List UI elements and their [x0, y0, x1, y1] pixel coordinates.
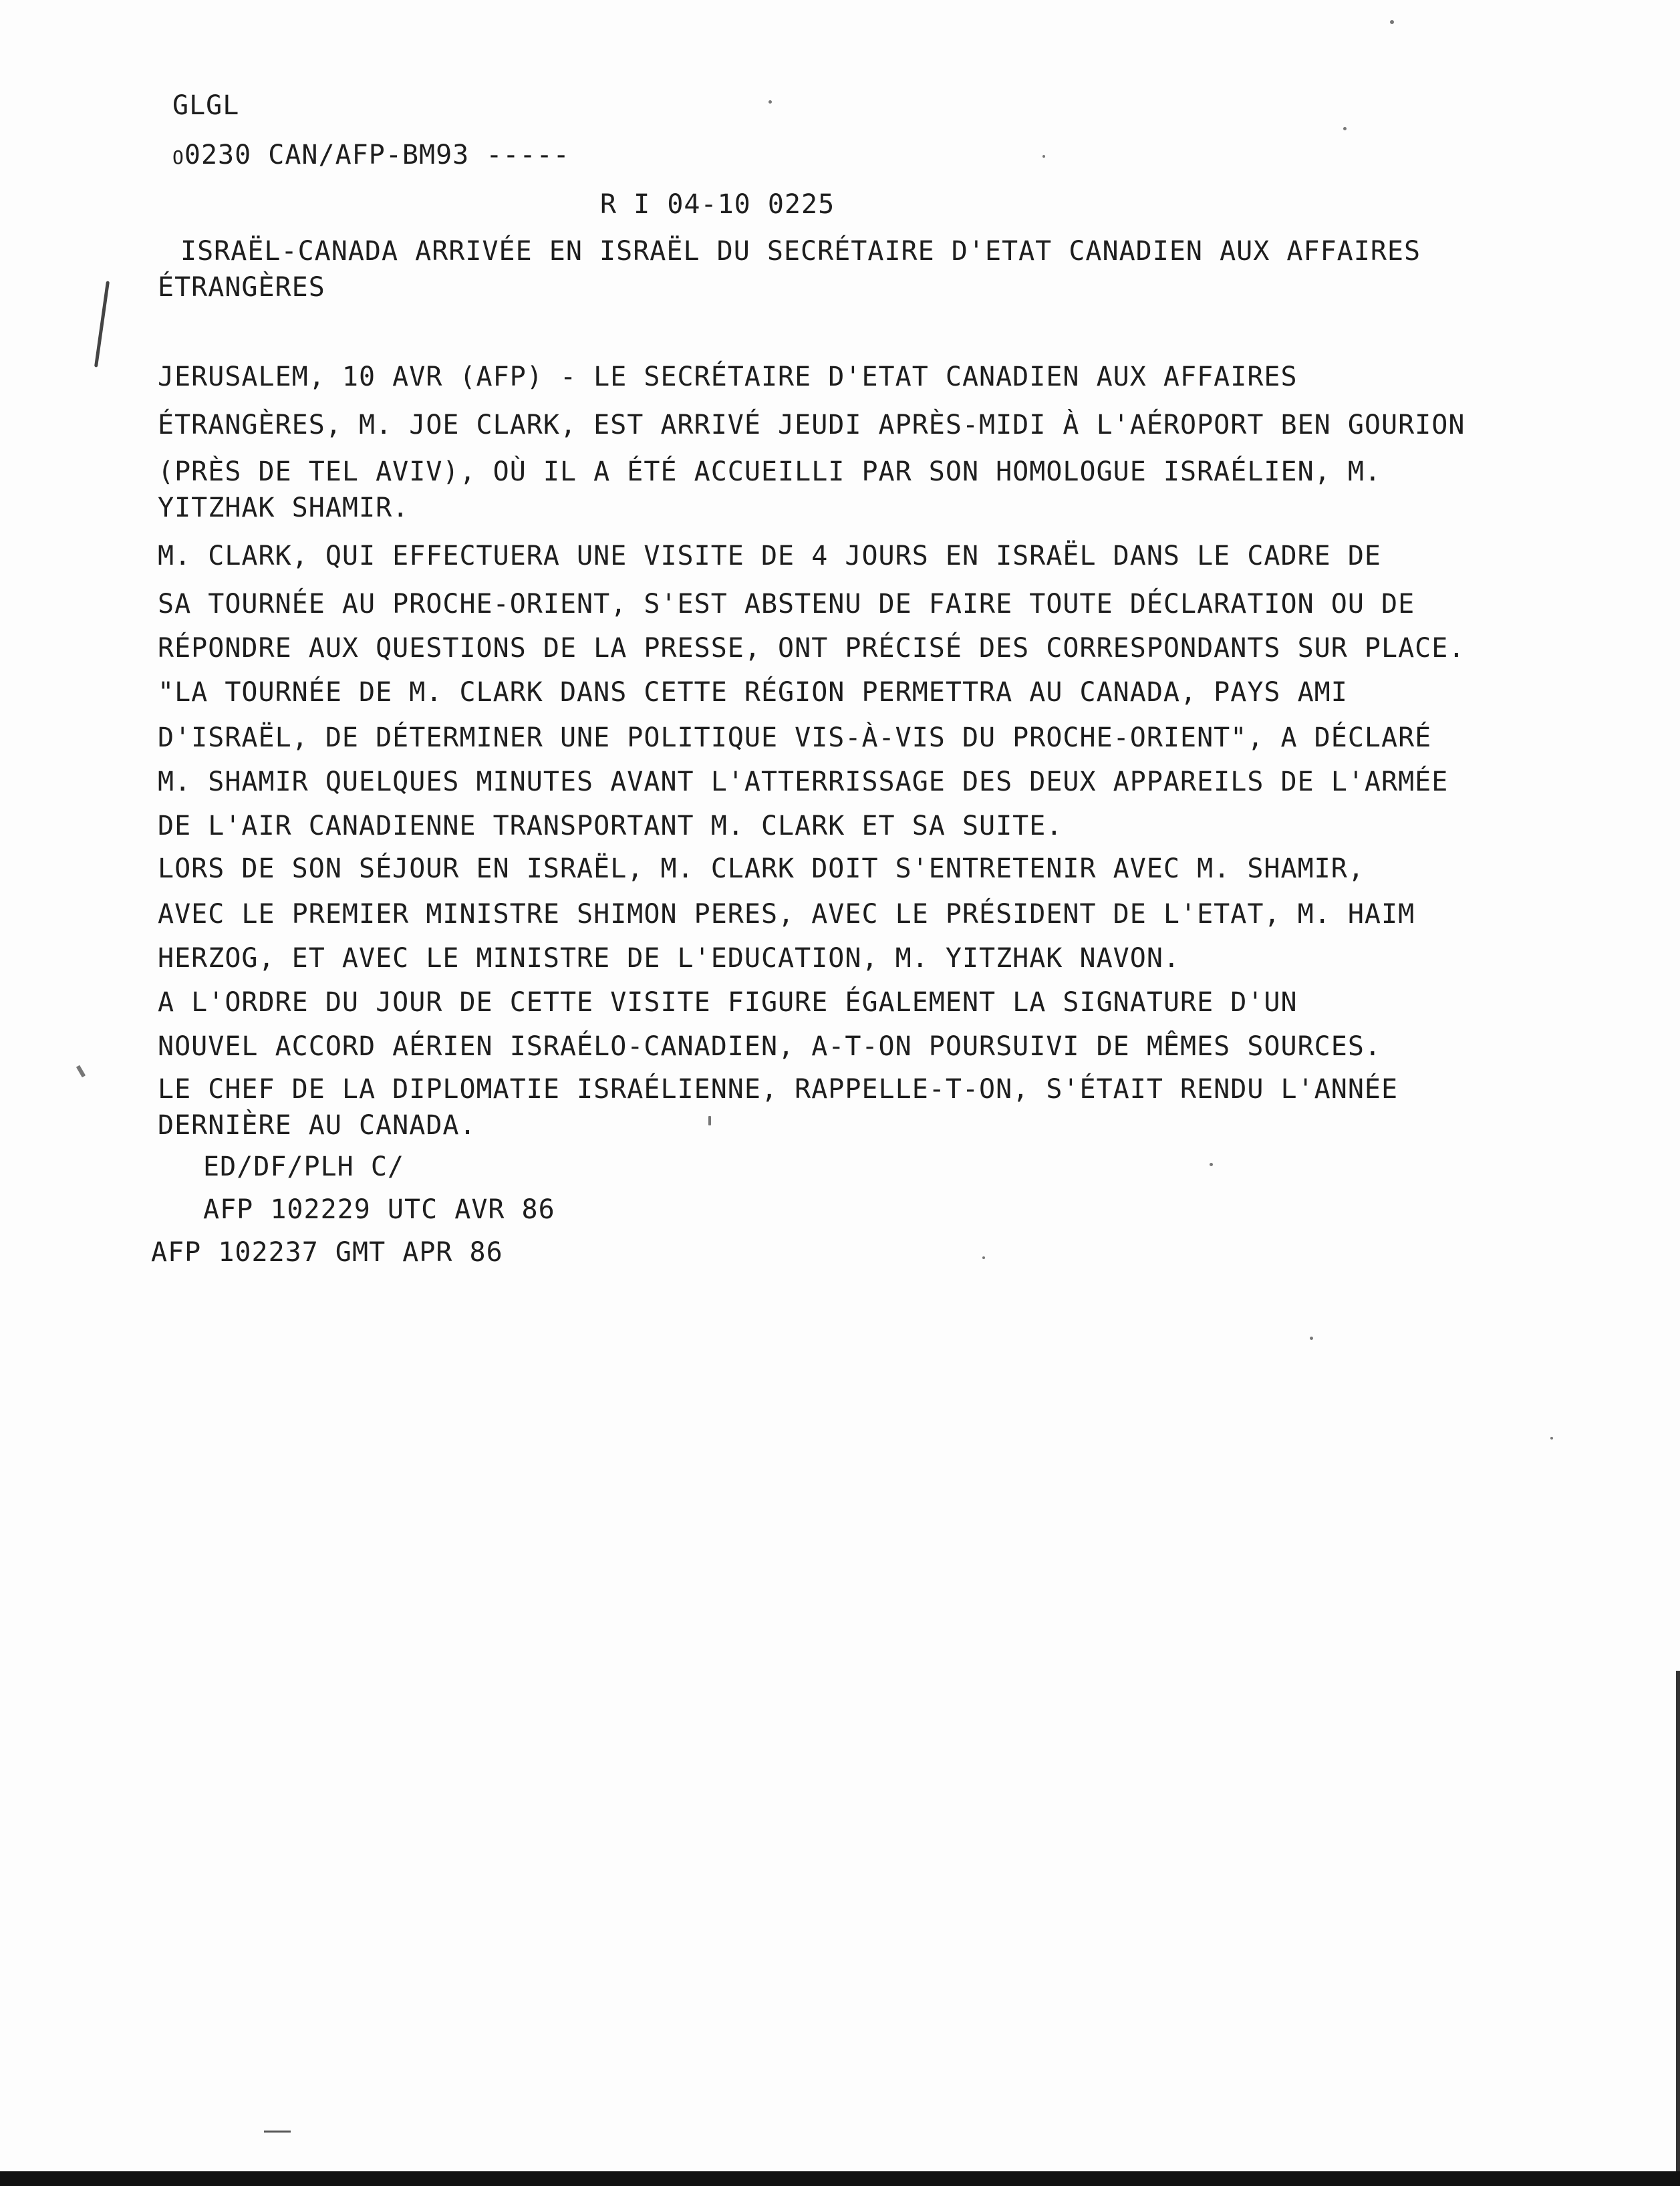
body-line: HERZOG, ET AVEC LE MINISTRE DE L'EDUCATION, M. YITZHAK NAVON.	[158, 943, 1181, 974]
scan-speck	[76, 1065, 86, 1078]
scan-speck	[1550, 1437, 1553, 1440]
body-line: JERUSALEM, 10 AVR (AFP) - LE SECRÉTAIRE D'ETAT CANADIEN AUX AFFAIRES	[158, 362, 1298, 392]
header-code-1: GLGL	[172, 90, 240, 121]
headline-line-2: ÉTRANGÈRES	[158, 272, 325, 303]
scan-speck	[1310, 1337, 1313, 1340]
body-line: A L'ORDRE DU JOUR DE CETTE VISITE FIGURE ÉGALEMENT LA SIGNATURE D'UN	[158, 987, 1298, 1018]
body-line: LORS DE SON SÉJOUR EN ISRAËL, M. CLARK DOIT S'ENTRETENIR AVEC M. SHAMIR,	[158, 853, 1365, 884]
scan-speck	[982, 1256, 985, 1259]
body-line: (PRÈS DE TEL AVIV), OÙ IL A ÉTÉ ACCUEILLI PAR SON HOMOLOGUE ISRAÉLIEN, M.	[158, 456, 1381, 487]
scan-speck	[708, 1116, 711, 1125]
footer-initials: ED/DF/PLH C/	[203, 1151, 404, 1182]
body-line: RÉPONDRE AUX QUESTIONS DE LA PRESSE, ONT PRÉCISÉ DES CORRESPONDANTS SUR PLACE.	[158, 633, 1465, 664]
body-line: NOUVEL ACCORD AÉRIEN ISRAÉLO-CANADIEN, A-T-ON POURSUIVI DE MÊMES SOURCES.	[158, 1031, 1381, 1062]
scan-speck	[1390, 20, 1394, 24]
footer-gmt-line: AFP 102237 GMT APR 86	[151, 1237, 503, 1268]
header-code-2: o0230 CAN/AFP-BM93 -----	[172, 140, 570, 170]
scan-bottom-border	[0, 2171, 1680, 2186]
scan-speck	[1343, 127, 1347, 130]
body-line: M. SHAMIR QUELQUES MINUTES AVANT L'ATTERRISSAGE DES DEUX APPAREILS DE L'ARMÉE	[158, 767, 1449, 797]
stray-mark	[264, 2131, 291, 2133]
body-line: AVEC LE PREMIER MINISTRE SHIMON PERES, AVEC LE PRÉSIDENT DE L'ETAT, M. HAIM	[158, 899, 1415, 930]
body-line: DE L'AIR CANADIENNE TRANSPORTANT M. CLARK ET SA SUITE.	[158, 811, 1063, 841]
body-line: D'ISRAËL, DE DÉTERMINER UNE POLITIQUE VIS-À-VIS DU PROCHE-ORIENT", A DÉCLARÉ	[158, 722, 1432, 753]
footer-utc-line: AFP 102229 UTC AVR 86	[203, 1194, 555, 1225]
body-line: "LA TOURNÉE DE M. CLARK DANS CETTE RÉGION PERMETTRA AU CANADA, PAYS AMI	[158, 677, 1348, 708]
margin-pen-mark	[94, 281, 110, 367]
body-line: ÉTRANGÈRES, M. JOE CLARK, EST ARRIVÉ JEUDI APRÈS-MIDI À L'AÉROPORT BEN GOURION	[158, 410, 1465, 440]
body-line: DERNIÈRE AU CANADA.	[158, 1110, 476, 1141]
scan-speck	[1042, 155, 1045, 158]
scan-speck	[768, 100, 772, 104]
headline-line-1: ISRAËL-CANADA ARRIVÉE EN ISRAËL DU SECRÉTAIRE D'ETAT CANADIEN AUX AFFAIRES	[180, 236, 1421, 267]
scan-edge	[1676, 1671, 1680, 2186]
priority-code: R I 04-10 0225	[600, 189, 835, 220]
body-line: YITZHAK SHAMIR.	[158, 493, 410, 523]
scan-speck	[1210, 1163, 1213, 1166]
body-line: M. CLARK, QUI EFFECTUERA UNE VISITE DE 4 JOURS EN ISRAËL DANS LE CADRE DE	[158, 541, 1381, 571]
body-line: LE CHEF DE LA DIPLOMATIE ISRAÉLIENNE, RAPPELLE-T-ON, S'ÉTAIT RENDU L'ANNÉE	[158, 1074, 1399, 1105]
body-line: SA TOURNÉE AU PROCHE-ORIENT, S'EST ABSTENU DE FAIRE TOUTE DÉCLARATION OU DE	[158, 589, 1415, 620]
